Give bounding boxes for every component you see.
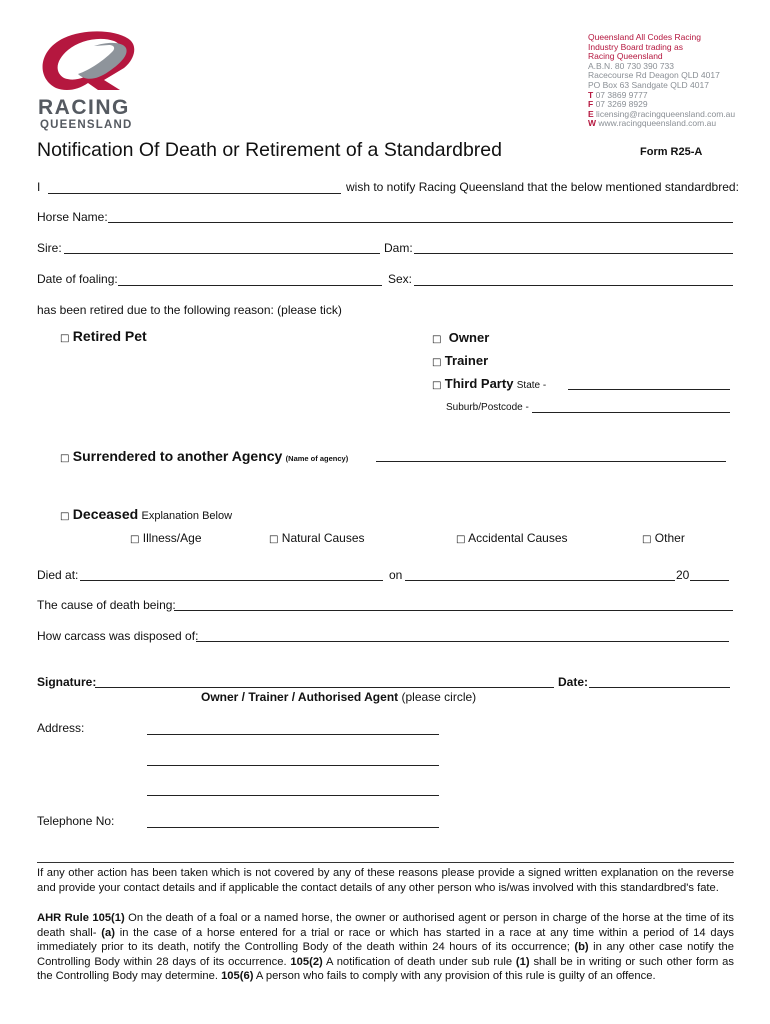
owner-label: Owner — [448, 330, 490, 345]
checkbox[interactable]: □ — [130, 534, 140, 545]
phone-key: T — [588, 89, 594, 100]
checkbox[interactable]: □ — [60, 453, 70, 464]
checkbox[interactable]: □ — [60, 511, 70, 522]
checkbox[interactable]: □ — [432, 380, 442, 391]
telephone-input-line[interactable] — [147, 827, 439, 828]
rule-part: (b) — [574, 941, 589, 953]
horse-name-label: Horse Name: — [37, 210, 108, 224]
address-input-line-3[interactable] — [147, 795, 439, 796]
natural-causes-option[interactable] — [269, 531, 365, 545]
other-option[interactable] — [642, 531, 685, 545]
date-of-foaling-input-line[interactable] — [118, 285, 382, 286]
checkbox[interactable]: □ — [642, 534, 652, 545]
telephone-label: Telephone No: — [37, 814, 115, 828]
name-input-line[interactable] — [48, 193, 341, 194]
accidental-causes-label: Accidental Causes — [468, 531, 568, 545]
ahr-rule-text — [37, 911, 734, 984]
checkbox[interactable]: □ — [432, 357, 442, 368]
died-at-input-line[interactable] — [80, 580, 383, 581]
third-party-option[interactable] — [432, 376, 546, 391]
org-web — [588, 119, 735, 129]
illness-age-label: Illness/Age — [142, 531, 202, 545]
other-label: Other — [654, 531, 685, 545]
retired-pet-option[interactable] — [60, 328, 147, 344]
trainer-option[interactable] — [432, 353, 488, 368]
address-input-line-1[interactable] — [147, 734, 439, 735]
suburb-postcode-label: Suburb/Postcode - — [446, 402, 529, 413]
year-prefix: 20 — [676, 568, 690, 582]
brand-racing: RACING — [38, 96, 130, 119]
sex-label: Sex: — [388, 272, 413, 286]
year-input-line[interactable] — [690, 580, 729, 581]
rule-part: (1) — [515, 955, 530, 968]
on-label: on — [389, 568, 403, 582]
state-input-line[interactable] — [568, 389, 730, 390]
page-title: Notification Of Death or Retirement of a Standardbred — [37, 139, 502, 161]
surrendered-option[interactable] — [60, 448, 348, 464]
retired-reason-text: has been retired due to the following reason: (please tick) — [37, 303, 342, 317]
rule-part: 105(2) — [290, 955, 323, 968]
role-options[interactable]: Owner / Trainer / Authorised Agent — [201, 690, 399, 704]
explanation-below-label: Explanation Below — [141, 510, 233, 522]
other-action-note: If any other action has been taken which is not covered by any of these reasons please provide a signed written explanation on the reverse and provide your contact details and if applicable the contact details of any other person who is/was involved with this standardbred's fate. — [37, 867, 734, 894]
state-label: State - — [516, 380, 547, 391]
suburb-postcode-input-line[interactable] — [532, 412, 730, 413]
org-line: Industry Board trading as — [588, 41, 683, 52]
sire-input-line[interactable] — [64, 253, 380, 254]
intro-suffix: wish to notify Racing Queensland that the below mentioned standardbred: — [346, 180, 739, 194]
cause-of-death-input-line[interactable] — [174, 610, 733, 611]
rule-part: On the death of a foal or a named horse, the owner or authorised agent or person in charge of the horse at the time of its death shall- — [37, 912, 734, 939]
rule-part: in any other case notify the Controlling Body within 28 days of its occurrence. — [37, 941, 734, 968]
email-key: E — [588, 108, 594, 119]
date-of-foaling-label: Date of foaling: — [37, 272, 118, 286]
checkbox[interactable]: □ — [432, 334, 442, 345]
deceased-option[interactable] — [60, 506, 232, 522]
rule-part: A notification of death under sub rule — [322, 955, 516, 968]
checkbox[interactable]: □ — [60, 333, 70, 344]
date-input-line[interactable] — [589, 687, 730, 688]
dam-input-line[interactable] — [414, 253, 733, 254]
web-value: www.racingqueensland.com.au — [598, 118, 717, 129]
date-label: Date: — [558, 675, 589, 689]
natural-causes-label: Natural Causes — [281, 531, 365, 545]
email-value: licensing@racingqueensland.com.au — [596, 108, 736, 119]
rule-part: A person who fails to comply with any provision of this rule is guilty of an offence. — [253, 970, 656, 982]
organisation-details — [588, 33, 735, 129]
fax-key: F — [588, 99, 594, 110]
rule-part: shall be in writing or such other form as the Controlling Body may determine. — [37, 955, 734, 982]
illness-age-option[interactable] — [130, 531, 202, 545]
org-abn: A.B.N. 80 730 390 733 — [588, 60, 675, 71]
accidental-causes-option[interactable] — [456, 531, 568, 545]
address-label: Address: — [37, 721, 85, 735]
trainer-label: Trainer — [444, 353, 489, 368]
web-key: W — [588, 118, 597, 129]
signature-label: Signature: — [37, 675, 97, 689]
carcass-disposal-input-line[interactable] — [196, 641, 729, 642]
rule-part: 105(6) — [221, 970, 254, 982]
org-address: Racecourse Rd Deagon QLD 4017 — [588, 70, 720, 81]
checkbox[interactable]: □ — [456, 534, 466, 545]
name-of-agency-label: (Name of agency) — [285, 454, 349, 463]
address-input-line-2[interactable] — [147, 765, 439, 766]
footer-divider — [37, 862, 734, 863]
horse-name-input-line[interactable] — [108, 222, 733, 223]
rule-title: AHR Rule 105(1) — [37, 912, 125, 924]
retired-pet-label: Retired Pet — [72, 328, 147, 344]
third-party-label: Third Party — [444, 376, 514, 391]
dam-label: Dam: — [384, 241, 413, 255]
org-line: Racing Queensland — [588, 51, 663, 62]
form-number: Form R25-A — [640, 146, 703, 158]
intro-prefix: I — [37, 180, 41, 194]
death-date-input-line[interactable] — [405, 580, 675, 581]
org-line: Queensland All Codes Racing — [588, 32, 701, 42]
brand-queensland: QUEENSLAND — [40, 119, 133, 131]
rule-part: (a) — [101, 926, 115, 939]
racing-queensland-logo-icon — [34, 28, 144, 98]
fax-value: 07 3269 8929 — [595, 99, 648, 110]
checkbox[interactable]: □ — [269, 534, 279, 545]
carcass-disposal-label: How carcass was disposed of: — [37, 629, 199, 643]
agency-input-line[interactable] — [376, 461, 726, 462]
died-at-label: Died at: — [37, 568, 79, 582]
rule-part: in the case of a horse entered for a trial or race or which has started in a race at any time within a period of 14 days immediately prior to its death, notify the Controlling Body of the death within 24 hours of its occurrence; — [37, 926, 735, 953]
owner-option[interactable] — [432, 330, 489, 345]
surrendered-label: Surrendered to another Agency — [72, 448, 283, 464]
org-postal: PO Box 63 Sandgate QLD 4017 — [588, 79, 709, 90]
sire-label: Sire: — [37, 241, 62, 255]
role-note: (please circle) — [401, 690, 477, 704]
deceased-label: Deceased — [72, 506, 139, 522]
cause-of-death-label: The cause of death being: — [37, 598, 176, 612]
signature-input-line[interactable] — [95, 687, 554, 688]
phone-value: 07 3869 9777 — [595, 89, 648, 100]
role-caption — [201, 690, 476, 704]
sex-input-line[interactable] — [414, 285, 733, 286]
